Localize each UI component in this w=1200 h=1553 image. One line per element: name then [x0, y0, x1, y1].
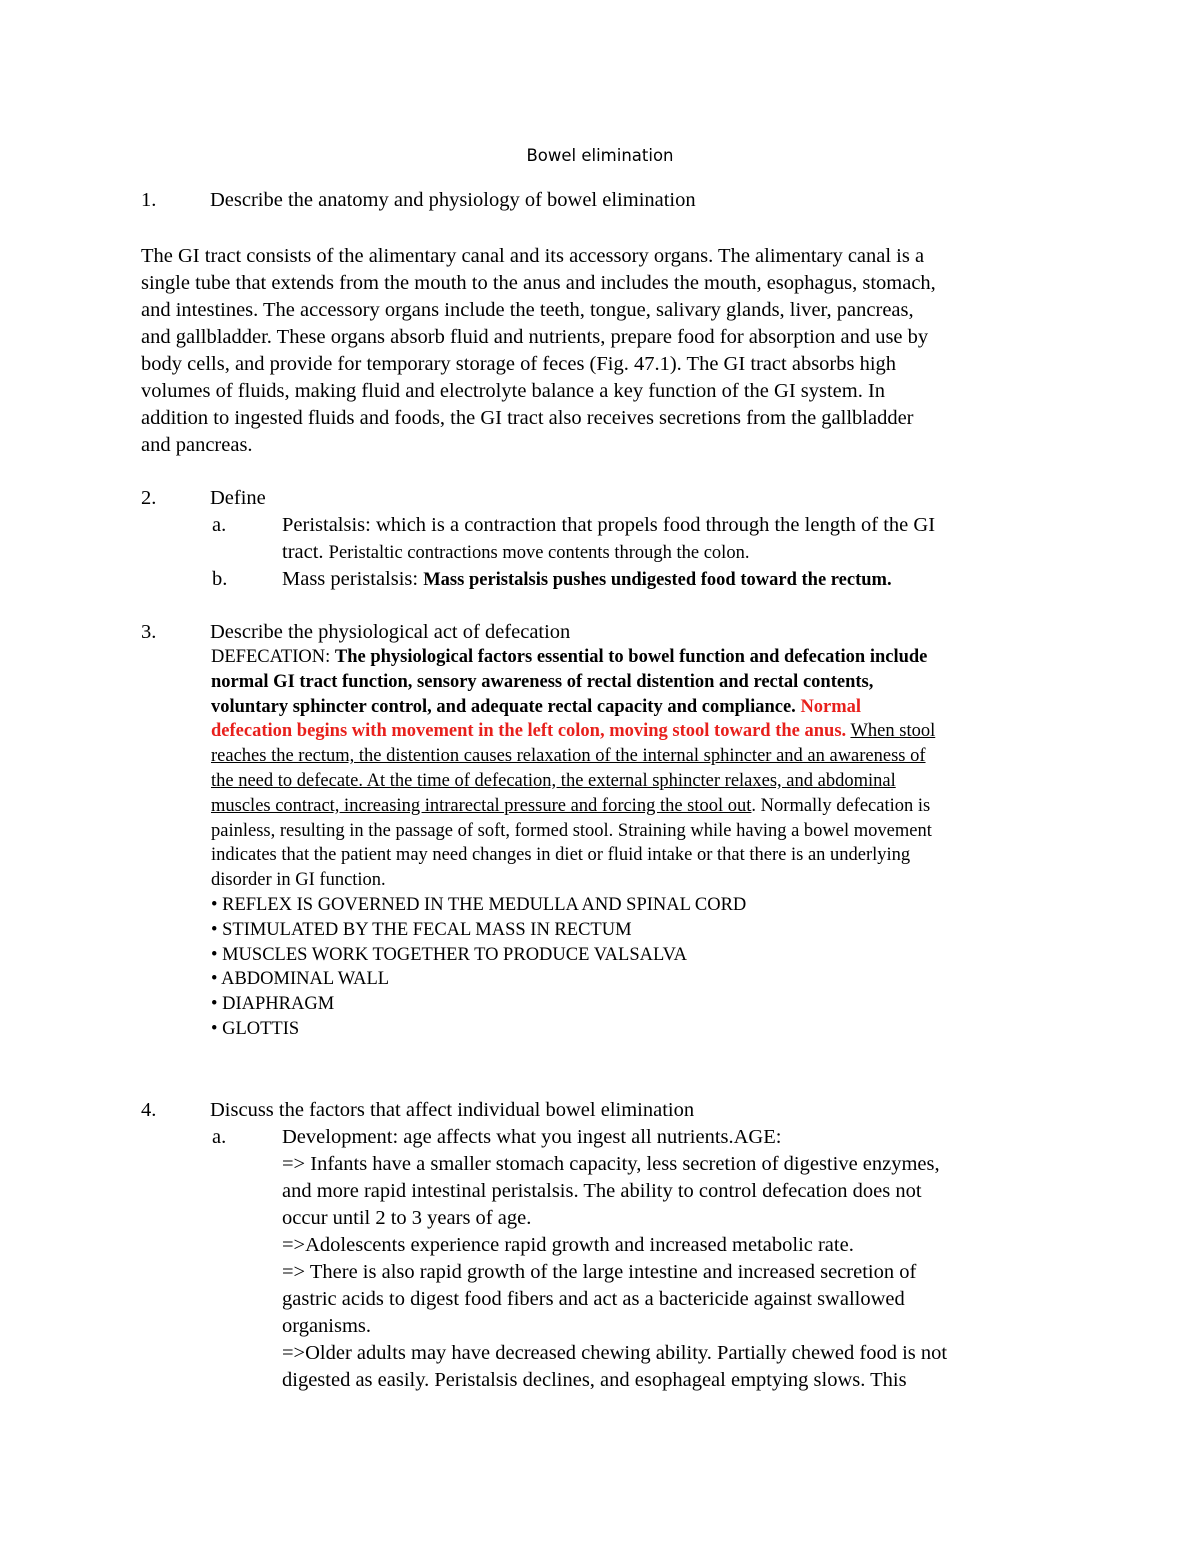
q3-bullet: • STIMULATED BY THE FECAL MASS IN RECTUM: [211, 919, 632, 940]
q4-a-line: and more rapid intestinal peristalsis. The ability to control defecation does not: [282, 1180, 922, 1202]
q4-heading: Discuss the factors that affect individual bowel elimination: [210, 1099, 695, 1121]
q3-number: 3.: [141, 621, 157, 643]
q3-bullet: • ABDOMINAL WALL: [211, 969, 390, 990]
q3-plain-text: . Normally defecation is: [751, 795, 931, 816]
q4-a-line: digested as easily. Peristalsis declines, and esophageal emptying slows. This: [282, 1369, 907, 1391]
q2-a-letter: a.: [212, 514, 227, 536]
q3-underlined-text: When stool: [850, 721, 936, 742]
q3-line: painless, resulting in the passage of soft, formed stool. Straining while having a bowel movement: [211, 820, 932, 841]
q4-a-line: => Infants have a smaller stomach capacity, less secretion of digestive enzymes,: [282, 1153, 940, 1175]
q4-a-line: => There is also rapid growth of the large intestine and increased secretion of: [282, 1261, 917, 1283]
q1-line: addition to ingested fluids and foods, the GI tract also receives secretions from the gallbladder: [141, 407, 914, 429]
q4-a-body: [282, 1124, 1132, 1394]
q2-b-label: Mass peristalsis:: [282, 568, 424, 590]
q3-line: normal GI tract function, sensory awareness of rectal distention and rectal contents,: [211, 671, 874, 692]
q2-a-line1: Peristalsis: which is a contraction that propels food through the length of the GI: [282, 514, 936, 536]
q1-line: single tube that extends from the mouth to the anus and includes the mouth, esophagus, stomach,: [141, 272, 936, 294]
q2-b-letter: b.: [212, 568, 228, 590]
q1-line: volumes of fluids, making fluid and electrolyte balance a key function of the GI system. In: [141, 380, 886, 402]
q1-paragraph: [141, 243, 1061, 459]
q2-a-definition: [282, 512, 1082, 567]
q3-line: indicates that the patient may need changes in diet or fluid intake or that there is an underlying: [211, 845, 911, 866]
q3-bold-text: The physiological factors essential to bowel function and defecation include: [334, 647, 928, 667]
q3-heading: Describe the physiological act of defecation: [210, 621, 571, 643]
q1-line: body cells, and provide for temporary storage of feces (Fig. 47.1). The GI tract absorbs high: [141, 353, 897, 375]
q2-b-definition: [282, 566, 1082, 594]
q1-line: and gallbladder. These organs absorb fluid and nutrients, prepare food for absorption and use by: [141, 326, 929, 348]
q3-body: [211, 645, 1091, 1042]
q1-line: and intestines. The accessory organs include the teeth, tongue, salivary glands, liver, pancreas,: [141, 299, 914, 321]
q3-bullet: • MUSCLES WORK TOGETHER TO PRODUCE VALSALVA: [211, 944, 687, 965]
q3-label: DEFECATION:: [211, 647, 335, 667]
q2-a-line2-small: Peristaltic contractions move contents through the colon.: [328, 543, 750, 563]
q3-red-text: Normal: [800, 696, 862, 717]
q4-a-line: occur until 2 to 3 years of age.: [282, 1207, 532, 1229]
document-title: Bowel elimination: [526, 146, 674, 165]
q4-a-line: =>Adolescents experience rapid growth and increased metabolic rate.: [282, 1234, 854, 1256]
q3-bullet: • GLOTTIS: [211, 1018, 300, 1039]
q1-heading: Describe the anatomy and physiology of bowel elimination: [210, 189, 696, 211]
q3-line: disorder in GI function.: [211, 870, 386, 891]
q3-bold-text: voluntary sphincter control, and adequate rectal capacity and compliance.: [211, 696, 801, 717]
q2-heading: Define: [210, 487, 266, 509]
q4-number: 4.: [141, 1099, 157, 1121]
q4-a-line: =>Older adults may have decreased chewing ability. Partially chewed food is not: [282, 1342, 948, 1364]
q3-bullet: • DIAPHRAGM: [211, 994, 335, 1015]
q4-a-letter: a.: [212, 1126, 227, 1148]
q1-line: and pancreas.: [141, 434, 253, 456]
q3-red-text: defecation begins with movement in the left colon, moving stool toward the anus.: [211, 721, 847, 742]
q3-line: [211, 794, 1091, 819]
q2-number: 2.: [141, 487, 157, 509]
q3-line: reaches the rectum, the distention causes relaxation of the internal sphincter and an awareness of: [211, 746, 926, 767]
q4-a-line: organisms.: [282, 1315, 372, 1337]
q1-line: The GI tract consists of the alimentary canal and its accessory organs. The alimentary canal is a: [141, 245, 925, 267]
q3-bullet: • REFLEX IS GOVERNED IN THE MEDULLA AND SPINAL CORD: [211, 894, 747, 915]
q3-line: [211, 719, 1091, 744]
q3-line: [211, 695, 1091, 720]
q3-line: the need to defecate. At the time of defecation, the external sphincter relaxes, and abdominal: [211, 770, 896, 791]
q2-a-line2-lead: tract.: [282, 541, 329, 563]
q3-line: [211, 645, 1091, 670]
q2-b-bold: Mass peristalsis pushes undigested food toward the rectum.: [423, 570, 892, 590]
q2-a-line2: [282, 539, 1082, 567]
q3-underlined-text: muscles contract, increasing intrarectal pressure and forcing the stool out: [211, 795, 752, 816]
q1-number: 1.: [141, 189, 157, 211]
q4-a-line: gastric acids to digest food fibers and act as a bactericide against swallowed: [282, 1288, 905, 1310]
q4-a-line: Development: age affects what you ingest all nutrients.AGE:: [282, 1126, 782, 1148]
